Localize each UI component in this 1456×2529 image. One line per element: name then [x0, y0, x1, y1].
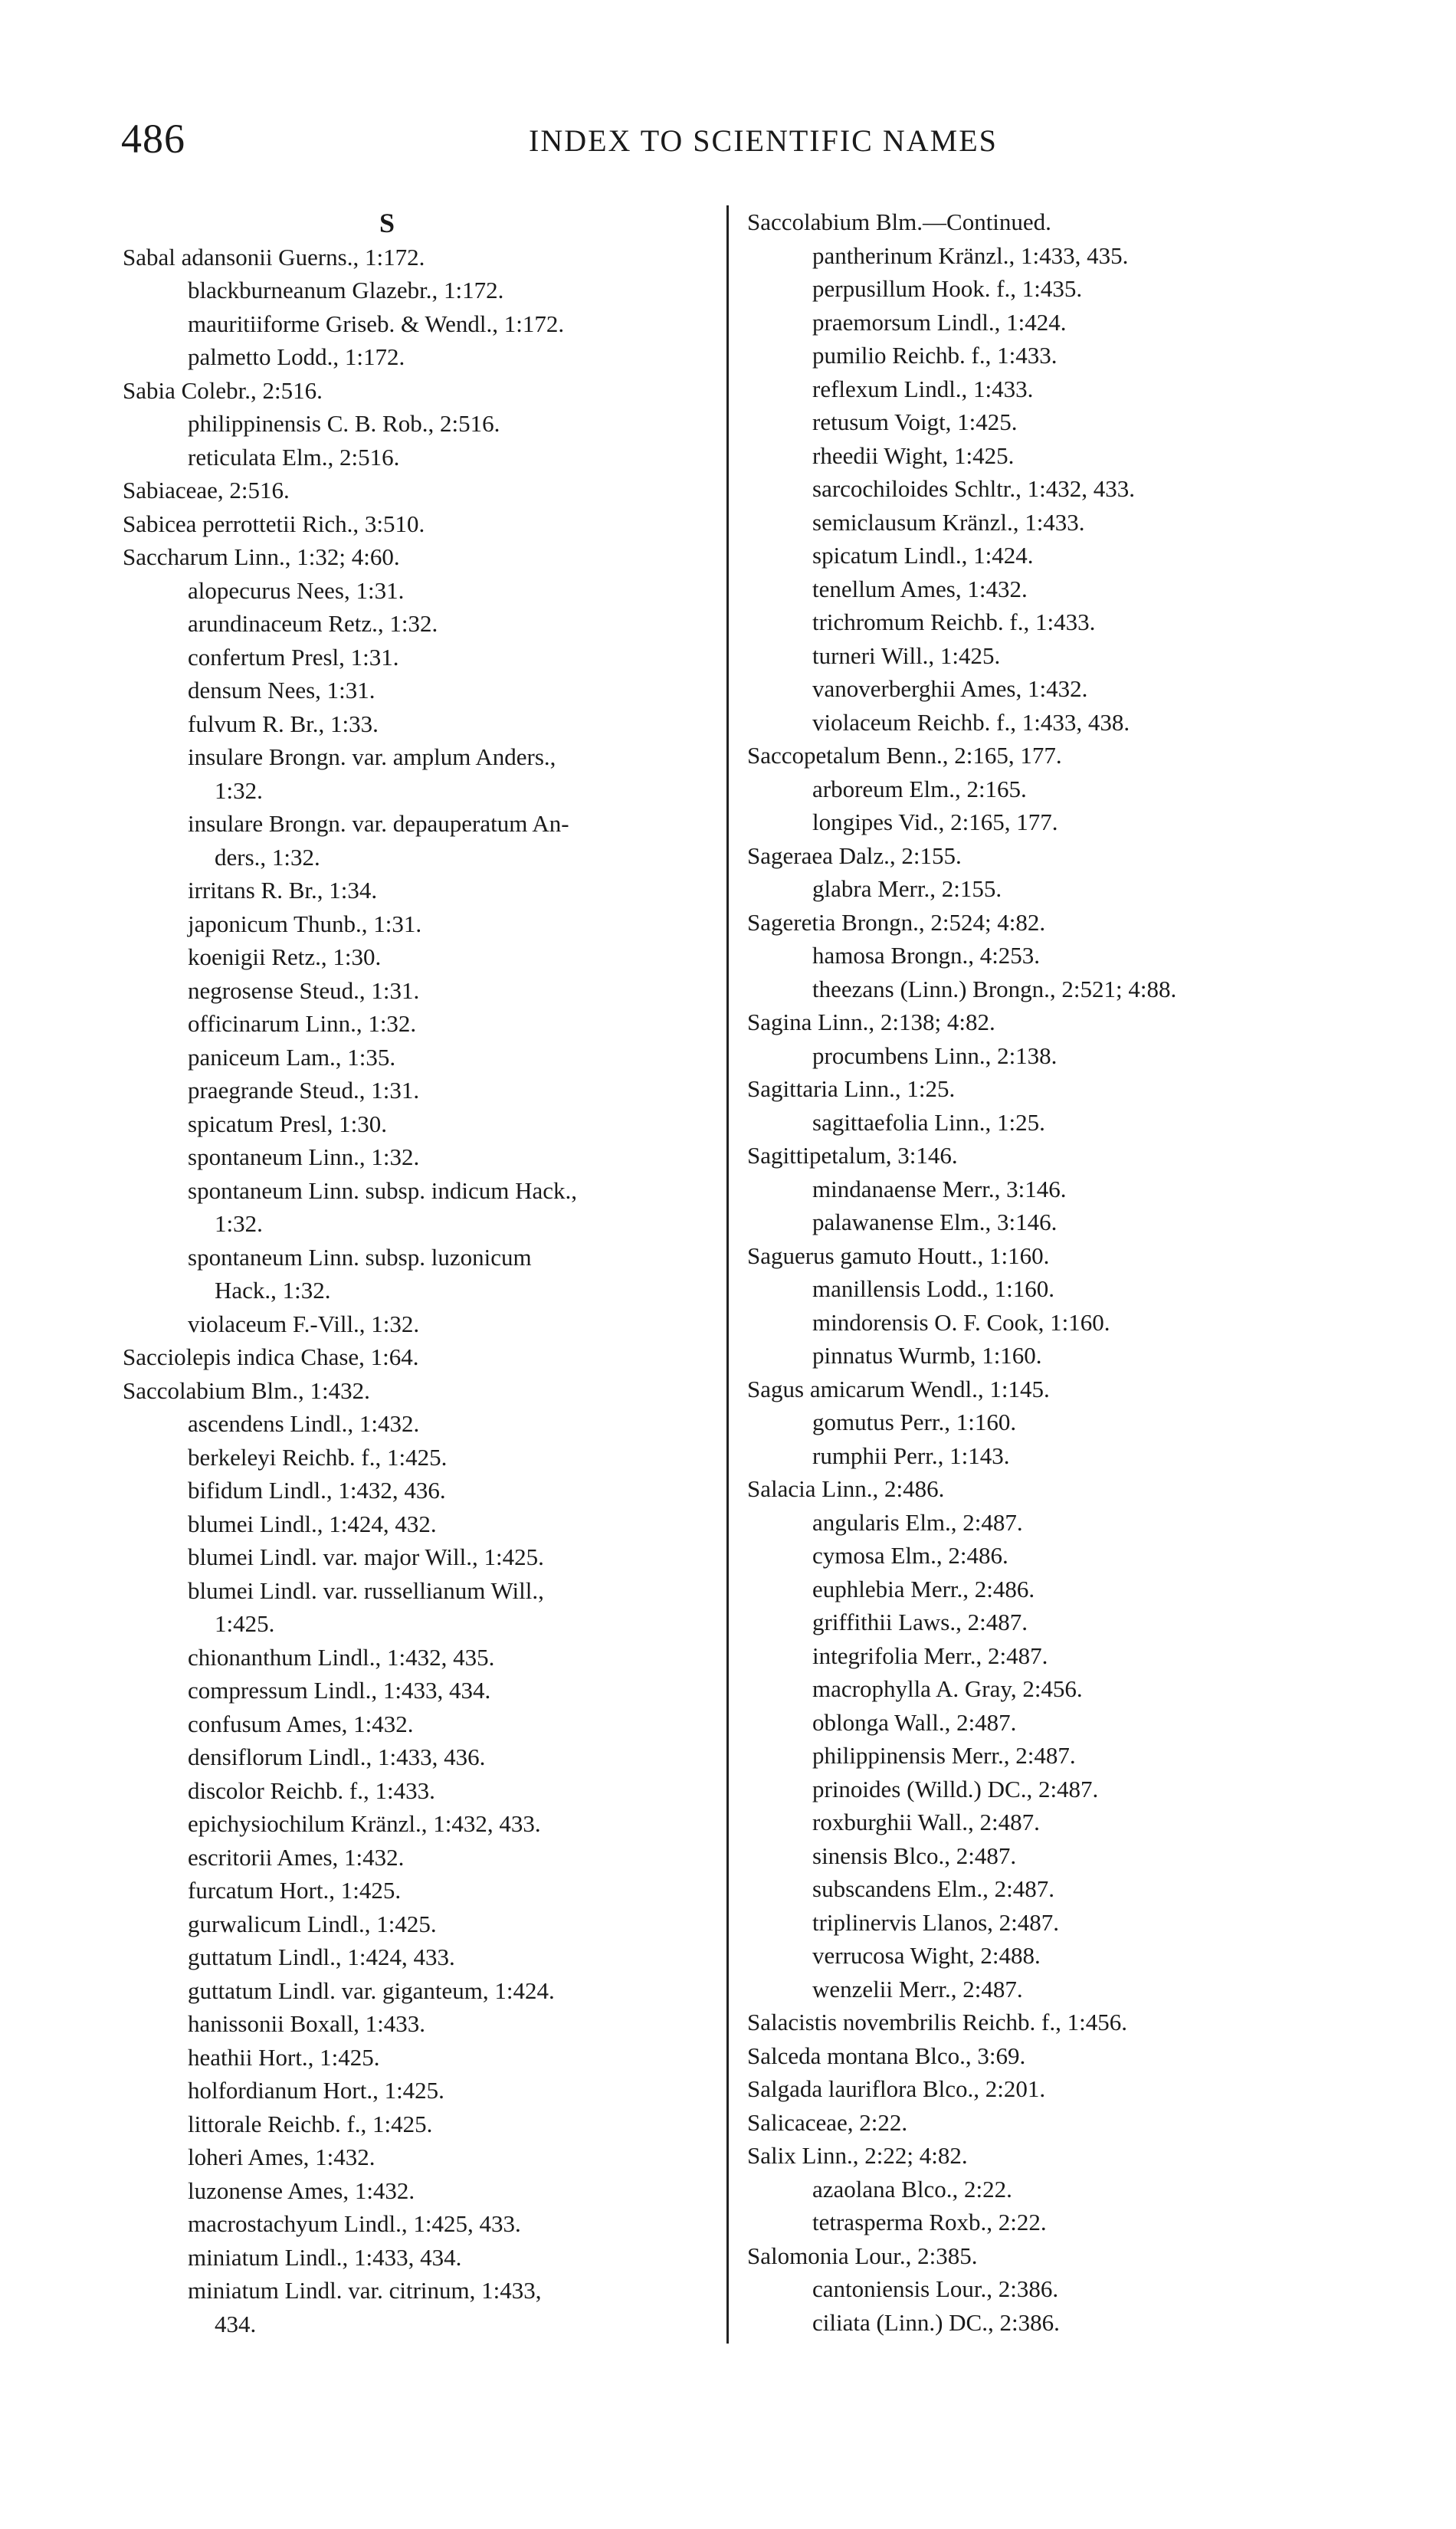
- index-entry: hamosa Brongn., 4:253.: [812, 942, 1041, 969]
- index-entry: epichysiochilum Kränzl., 1:432, 433.: [188, 1810, 541, 1837]
- index-entry: insulare Brongn. var. amplum Anders.,: [188, 743, 556, 770]
- index-entry: Saguerus gamuto Houtt., 1:160.: [747, 1242, 1050, 1269]
- index-entry: vanoverberghii Ames, 1:432.: [812, 675, 1088, 702]
- index-entry: Sageretia Brongn., 2:524; 4:82.: [747, 908, 1046, 936]
- index-entry: gurwalicum Lindl., 1:425.: [188, 1910, 437, 1937]
- index-entry: blumei Lindl., 1:424, 432.: [188, 1510, 437, 1537]
- index-entry: Salicaceae, 2:22.: [747, 2108, 908, 2136]
- index-entry: compressum Lindl., 1:433, 434.: [188, 1677, 491, 1704]
- index-entry: pinnatus Wurmb, 1:160.: [812, 1342, 1042, 1369]
- index-entry: Sacciolepis indica Chase, 1:64.: [123, 1343, 419, 1370]
- index-entry: retusum Voigt, 1:425.: [812, 408, 1018, 435]
- index-entry: officinarum Linn., 1:32.: [188, 1010, 417, 1037]
- index-entry: Hack., 1:32.: [215, 1277, 331, 1304]
- column-divider: [726, 205, 729, 2344]
- index-entry: 434.: [215, 2310, 257, 2337]
- index-entry: trichromum Reichb. f., 1:433.: [812, 608, 1096, 635]
- index-entry: violaceum Reichb. f., 1:433, 438.: [812, 708, 1130, 736]
- index-entry: miniatum Lindl., 1:433, 434.: [188, 2243, 462, 2271]
- index-entry: Sagus amicarum Wendl., 1:145.: [747, 1375, 1050, 1402]
- index-entry: reticulata Elm., 2:516.: [188, 443, 400, 471]
- index-entry: azaolana Blco., 2:22.: [812, 2175, 1012, 2203]
- index-entry: Sagittaria Linn., 1:25.: [747, 1075, 956, 1102]
- index-entry: irritans R. Br., 1:34.: [188, 877, 378, 904]
- index-entry: praegrande Steud., 1:31.: [188, 1077, 420, 1104]
- index-entry: roxburghii Wall., 2:487.: [812, 1809, 1040, 1835]
- index-entry: confusum Ames, 1:432.: [188, 1710, 414, 1737]
- index-entry: escritorii Ames, 1:432.: [188, 1843, 405, 1871]
- index-entry: miniatum Lindl. var. citrinum, 1:433,: [188, 2277, 542, 2304]
- index-entry: Saccolabium Blm.—Continued.: [747, 208, 1051, 235]
- index-entry: koenigii Retz., 1:30.: [188, 943, 382, 970]
- index-entry: arundinaceum Retz., 1:32.: [188, 610, 438, 637]
- index-entry: ders., 1:32.: [215, 843, 320, 871]
- index-entry: blumei Lindl. var. russellianum Will.,: [188, 1576, 544, 1604]
- index-entry: paniceum Lam., 1:35.: [188, 1043, 396, 1071]
- index-entry: verrucosa Wight, 2:488.: [812, 1942, 1041, 1969]
- index-entry: densum Nees, 1:31.: [188, 677, 375, 704]
- index-entry: praemorsum Lindl., 1:424.: [812, 308, 1067, 336]
- index-entry: densiflorum Lindl., 1:433, 436.: [188, 1743, 486, 1770]
- index-entry: Saccolabium Blm., 1:432.: [123, 1376, 370, 1404]
- index-entry: furcatum Hort., 1:425.: [188, 1877, 402, 1904]
- index-entry: Salomonia Lour., 2:385.: [747, 2242, 978, 2269]
- index-entry: berkeleyi Reichb. f., 1:425.: [188, 1443, 448, 1471]
- index-entry: subscandens Elm., 2:487.: [812, 1875, 1054, 1902]
- index-entry: chionanthum Lindl., 1:432, 435.: [188, 1643, 495, 1671]
- index-entry: arboreum Elm., 2:165.: [812, 775, 1027, 802]
- index-entry: tetrasperma Roxb., 2:22.: [812, 2209, 1047, 2235]
- index-entry: angularis Elm., 2:487.: [812, 1508, 1023, 1536]
- index-entry: alopecurus Nees, 1:31.: [188, 576, 405, 604]
- index-entry: hanissonii Boxall, 1:433.: [188, 2010, 425, 2037]
- index-entry: theezans (Linn.) Brongn., 2:521; 4:88.: [812, 975, 1177, 1002]
- index-entry: mindanaense Merr., 3:146.: [812, 1175, 1067, 1202]
- index-entry: Saccharum Linn., 1:32; 4:60.: [123, 543, 400, 570]
- index-entry: sagittaefolia Linn., 1:25.: [812, 1108, 1045, 1136]
- index-entry: triplinervis Llanos, 2:487.: [812, 1908, 1060, 1936]
- page-number: 486: [121, 116, 185, 162]
- index-entry: negrosense Steud., 1:31.: [188, 976, 420, 1004]
- index-entry: Salacia Linn., 2:486.: [747, 1475, 945, 1502]
- index-entry: Sabicea perrottetii Rich., 3:510.: [123, 510, 425, 537]
- index-entry: ascendens Lindl., 1:432.: [188, 1410, 420, 1437]
- index-entry: sarcochiloides Schltr., 1:432, 433.: [812, 475, 1136, 502]
- index-entry: longipes Vid., 2:165, 177.: [812, 809, 1058, 835]
- index-entry: glabra Merr., 2:155.: [812, 875, 1002, 902]
- index-entry: palmetto Lodd., 1:172.: [188, 343, 405, 370]
- index-entry: Salceda montana Blco., 3:69.: [747, 2042, 1026, 2069]
- index-entry: procumbens Linn., 2:138.: [812, 1041, 1058, 1069]
- index-entry: Sabia Colebr., 2:516.: [123, 376, 323, 404]
- index-entry: blackburneanum Glazebr., 1:172.: [188, 277, 504, 303]
- index-entry: loheri Ames, 1:432.: [188, 2144, 375, 2170]
- index-entry: 1:32.: [215, 1210, 263, 1237]
- index-entry: sinensis Blco., 2:487.: [812, 1842, 1017, 1869]
- left-column: [123, 207, 728, 2340]
- index-entry: cymosa Elm., 2:486.: [812, 1542, 1008, 1569]
- index-entry: Sagina Linn., 2:138; 4:82.: [747, 1009, 995, 1035]
- index-entry: integrifolia Merr., 2:487.: [812, 1642, 1048, 1669]
- index-entry: macrostachyum Lindl., 1:425, 433.: [188, 2210, 521, 2237]
- index-entry: heathii Hort., 1:425.: [188, 2043, 380, 2071]
- index-entry: mauritiiforme Griseb. & Wendl., 1:172.: [188, 310, 565, 337]
- index-entry: insulare Brongn. var. depauperatum An-: [188, 810, 569, 837]
- index-entry: violaceum F.-Vill., 1:32.: [188, 1310, 420, 1337]
- right-column: [747, 205, 1353, 2339]
- index-entry: prinoides (Willd.) DC., 2:487.: [812, 1775, 1099, 1802]
- index-entry: guttatum Lindl. var. giganteum, 1:424.: [188, 1976, 555, 2004]
- index-entry: Salacistis novembrilis Reichb. f., 1:456.: [747, 2009, 1127, 2035]
- index-entry: fulvum R. Br., 1:33.: [188, 710, 379, 737]
- index-entry: Sabiaceae, 2:516.: [123, 477, 290, 504]
- index-entry: mindorensis O. F. Cook, 1:160.: [812, 1308, 1110, 1336]
- index-entry: luzonense Ames, 1:432.: [188, 2176, 415, 2204]
- index-entry: bifidum Lindl., 1:432, 436.: [188, 1477, 446, 1504]
- index-entry: guttatum Lindl., 1:424, 433.: [188, 1943, 455, 1970]
- index-entry: 1:32.: [215, 776, 263, 804]
- index-entry: japonicum Thunb., 1:31.: [188, 910, 422, 937]
- index-entry: Sabal adansonii Guerns., 1:172.: [123, 243, 425, 271]
- index-entry: wenzelii Merr., 2:487.: [812, 1975, 1023, 2003]
- index-entry: Saccopetalum Benn., 2:165, 177.: [747, 742, 1062, 769]
- index-entry: spicatum Presl, 1:30.: [188, 1110, 388, 1137]
- index-entry: spicatum Lindl., 1:424.: [812, 542, 1034, 569]
- index-entry: philippinensis Merr., 2:487.: [812, 1742, 1076, 1769]
- index-entry: cantoniensis Lour., 2:386.: [812, 2275, 1059, 2302]
- index-entry: littorale Reichb. f., 1:425.: [188, 2110, 433, 2137]
- index-entry: Sagittipetalum, 3:146.: [747, 1142, 958, 1169]
- index-entry: confertum Presl, 1:31.: [188, 643, 399, 671]
- index-entry: philippinensis C. B. Rob., 2:516.: [188, 410, 500, 437]
- index-entry: macrophylla A. Gray, 2:456.: [812, 1675, 1083, 1702]
- index-entry: holfordianum Hort., 1:425.: [188, 2077, 444, 2104]
- index-entry: pantherinum Kränzl., 1:433, 435.: [812, 241, 1129, 269]
- running-head: INDEX TO SCIENTIFIC NAMES: [529, 123, 998, 158]
- index-entry: Salgada lauriflora Blco., 2:201.: [747, 2075, 1046, 2102]
- index-entry: oblonga Wall., 2:487.: [812, 1708, 1017, 1736]
- index-entry: rumphii Perr., 1:143.: [812, 1442, 1010, 1469]
- index-entry: 1:425.: [215, 1610, 275, 1637]
- index-entry: griffithii Laws., 2:487.: [812, 1609, 1028, 1635]
- index-entry: Salix Linn., 2:22; 4:82.: [747, 2142, 968, 2169]
- index-entry: euphlebia Merr., 2:486.: [812, 1575, 1035, 1602]
- index-entry: discolor Reichb. f., 1:433.: [188, 1776, 435, 1804]
- index-entry: manillensis Lodd., 1:160.: [812, 1275, 1055, 1302]
- index-entry: reflexum Lindl., 1:433.: [812, 375, 1034, 402]
- index-entry: turneri Will., 1:425.: [812, 641, 1001, 669]
- index-entry: tenellum Ames, 1:432.: [812, 575, 1028, 602]
- index-entry: perpusillum Hook. f., 1:435.: [812, 275, 1083, 302]
- index-entry: blumei Lindl. var. major Will., 1:425.: [188, 1543, 544, 1570]
- index-entry: spontaneum Linn. subsp. luzonicum: [188, 1243, 532, 1271]
- index-entry: S: [379, 208, 395, 238]
- index-entry: rheedii Wight, 1:425.: [812, 441, 1015, 469]
- index-entry: semiclausum Kränzl., 1:433.: [812, 508, 1085, 536]
- index-entry: palawanense Elm., 3:146.: [812, 1209, 1058, 1235]
- index-entry: ciliata (Linn.) DC., 2:386.: [812, 2308, 1060, 2336]
- index-entry: pumilio Reichb. f., 1:433.: [812, 342, 1058, 369]
- index-entry: spontaneum Linn. subsp. indicum Hack.,: [188, 1176, 577, 1204]
- index-entry: gomutus Perr., 1:160.: [812, 1409, 1017, 1435]
- index-entry: spontaneum Linn., 1:32.: [188, 1143, 420, 1170]
- index-entry: Sageraea Dalz., 2:155.: [747, 841, 962, 869]
